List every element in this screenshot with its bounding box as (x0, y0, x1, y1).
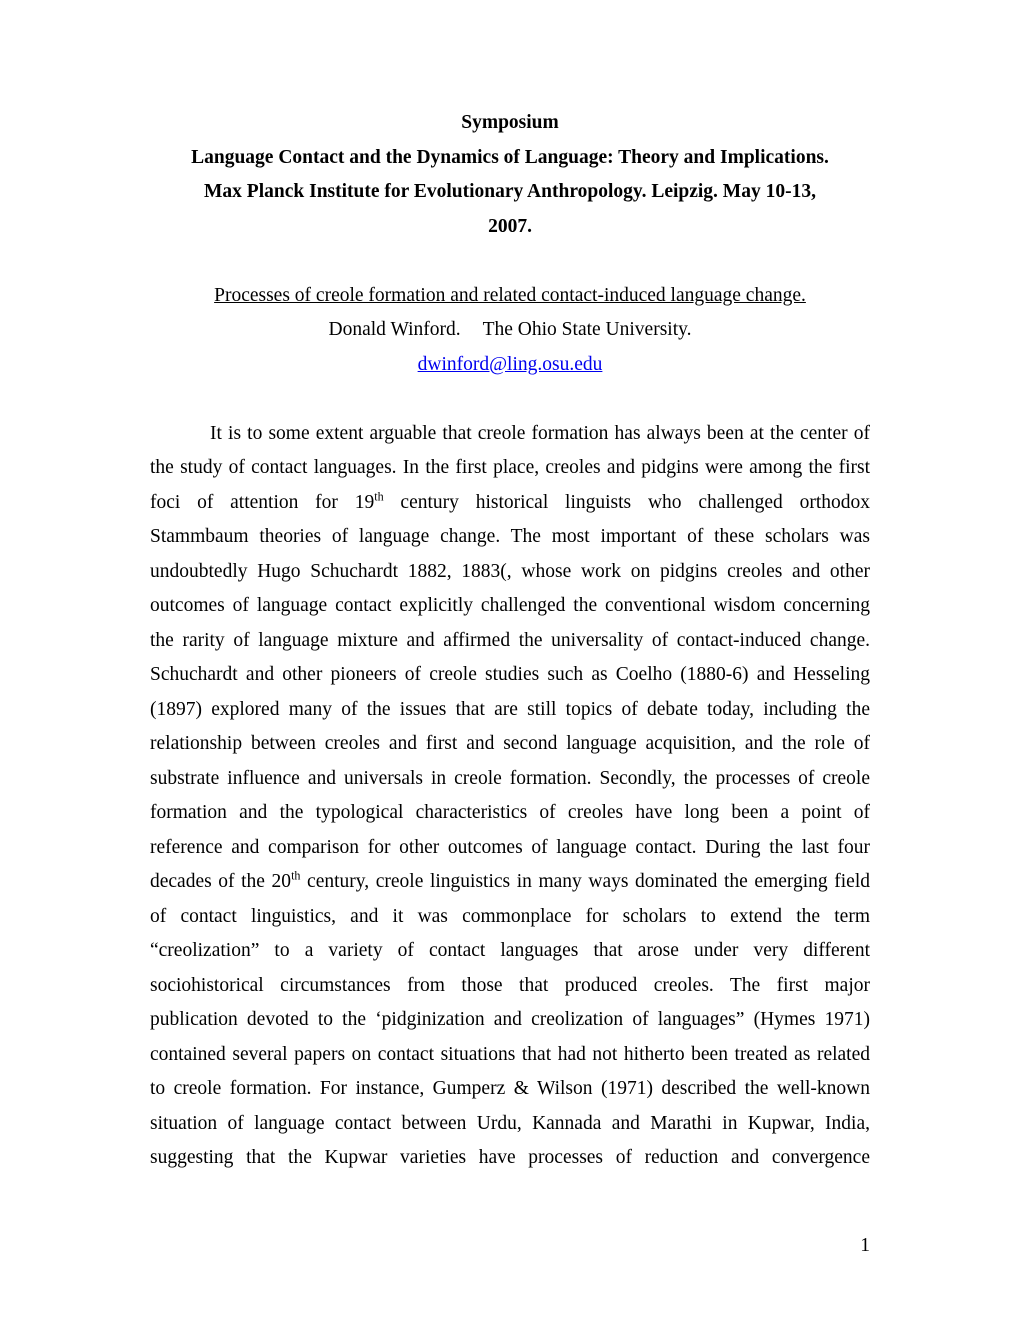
blank-line (150, 244, 870, 279)
page-content (150, 106, 870, 1176)
body-text-segment: It is to some extent arguable that creole formation has always been at the center of (210, 422, 870, 444)
body-line (150, 417, 870, 452)
body-line (150, 589, 870, 624)
body-text-segment: reference and comparison for other outcomes of language contact. During the last four (150, 836, 870, 858)
body-text-segment: sociohistorical circumstances from those that produced creoles. The first major (150, 974, 870, 996)
header-line: 2007. (488, 215, 532, 237)
header-line: Symposium (461, 112, 559, 133)
body-text-segment: foci of attention for 19 (150, 491, 375, 513)
symposium-header (150, 106, 870, 244)
body-line (150, 831, 870, 866)
body-text-segment: undoubtedly Hugo Schuchardt 1882, 1883(, whose work on pidgins creoles and other (150, 560, 870, 582)
author-name: Donald Winford. (328, 319, 461, 340)
body-text-segment: decades of the 20 (150, 871, 292, 892)
body-text-segment: (1897) explored many of the issues that are still topics of debate today, including the (150, 698, 870, 720)
email-link[interactable]: dwinford@ling.osu.edu (417, 353, 603, 375)
body-line (150, 555, 870, 590)
body-text-segment: Schuchardt and other pioneers of creole studies such as Coelho (1880-6) and Hesseling (150, 664, 870, 685)
body-line (150, 865, 870, 900)
body-line (150, 1107, 870, 1142)
body-line (150, 969, 870, 1004)
body-line (150, 693, 870, 728)
body-line (150, 1141, 870, 1176)
body-line (150, 727, 870, 762)
affiliation: The Ohio State University. (482, 319, 692, 340)
body-text-segment: substrate influence and universals in creole formation. Secondly, the processes of creole (150, 767, 870, 789)
body-text-segment: to creole formation. For instance, Gumperz & Wilson (1971) described the well-known (150, 1078, 870, 1099)
body-text-segment: Stammbaum theories of language change. The most important of these scholars was (150, 526, 870, 547)
body-text-segment: the rarity of language mixture and affirmed the universality of contact-induced change. (150, 629, 870, 651)
body-line (150, 1003, 870, 1038)
body-line (150, 520, 870, 555)
body-text (150, 417, 870, 1176)
body-text-segment: “creolization” to a variety of contact languages that arose under very different (150, 940, 870, 961)
body-line (150, 624, 870, 659)
body-line (150, 762, 870, 797)
blank-line (150, 382, 870, 417)
header-line: Language Contact and the Dynamics of Language: Theory and Implications. (191, 146, 829, 168)
superscript-text: th (374, 489, 384, 503)
author-line (150, 313, 870, 348)
body-text-segment: formation and the typological characteristics of creoles have long been a point of (150, 802, 870, 823)
header-line: Max Planck Institute for Evolutionary Anthropology. Leipzig. May 10-13, (204, 181, 816, 202)
body-text-segment: outcomes of language contact explicitly challenged the conventional wisdom concerning (150, 595, 870, 616)
body-text-segment: century, creole linguistics in many ways dominated the emerging field (300, 871, 870, 892)
paper-title (150, 279, 870, 314)
email-line (150, 348, 870, 383)
body-line (150, 796, 870, 831)
body-text-segment: the study of contact languages. In the first place, creoles and pidgins were among the first (150, 457, 870, 478)
body-text-segment: publication devoted to the ‘pidginization and creolization of languages” (Hymes 1971) (150, 1009, 870, 1030)
body-text-segment: suggesting that the Kupwar varieties have processes of reduction and convergence (150, 1147, 870, 1168)
paper-title-text: Processes of creole formation and related contact-induced language change. (214, 284, 806, 306)
body-text-segment: contained several papers on contact situations that had not hitherto been treated as related (150, 1043, 870, 1065)
body-line (150, 486, 870, 521)
title-block (150, 279, 870, 383)
body-line (150, 451, 870, 486)
body-text-segment: century historical linguists who challenged orthodox (383, 491, 870, 513)
body-line (150, 1038, 870, 1073)
body-line (150, 658, 870, 693)
body-text-segment: of contact linguistics, and it was commonplace for scholars to extend the term (150, 905, 870, 927)
body-text-segment: relationship between creoles and first and second language acquisition, and the role of (150, 733, 870, 754)
body-line (150, 1072, 870, 1107)
superscript-text: th (291, 868, 301, 883)
body-line (150, 934, 870, 969)
page-number: 1 (860, 1235, 870, 1256)
body-line (150, 900, 870, 935)
body-text-segment: situation of language contact between Urdu, Kannada and Marathi in Kupwar, India, (150, 1112, 870, 1134)
